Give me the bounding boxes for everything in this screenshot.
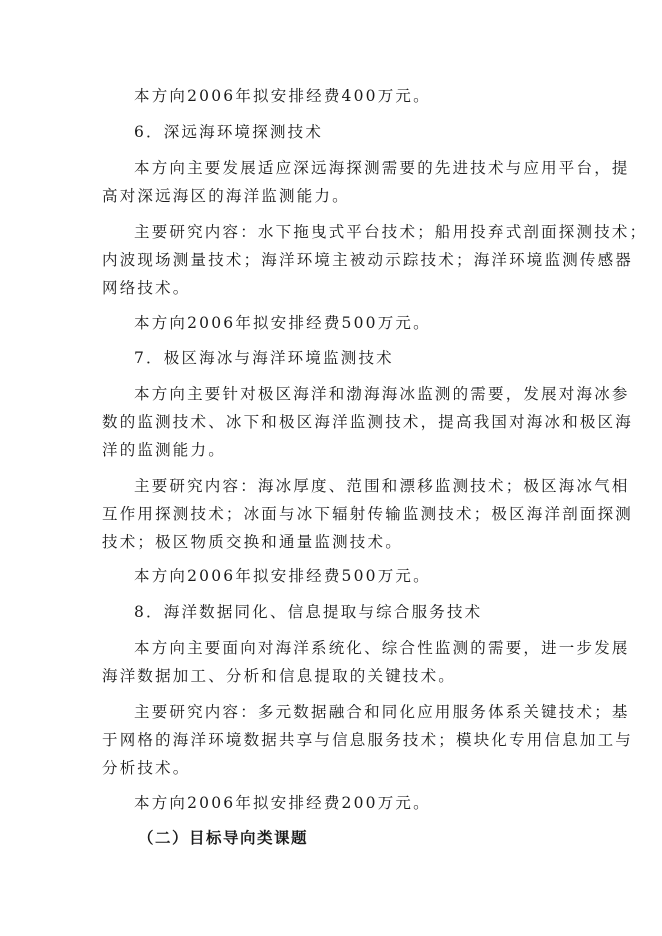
funding-line: 本方向2006年拟安排经费200万元。 [134,794,431,812]
paragraph-line: 互作用探测技术；冰面与冰下辐射传输监测技术；极区海洋剖面探测 [102,505,634,523]
paragraph-line: 本方向主要面向对海洋系统化、综合性监测的需要，进一步发展 [134,639,630,657]
paragraph-line: 内波现场测量技术；海洋环境主被动示踪技术；海洋环境监测传感器 [102,251,634,269]
paragraph-line: 于网格的海洋环境数据共享与信息服务技术；模块化专用信息加工与 [102,731,634,749]
paragraph-line: 洋的监测能力。 [102,441,226,459]
funding-line: 本方向2006年拟安排经费500万元。 [134,314,431,332]
subsection-heading: （二）目标导向类课题 [138,829,309,847]
section-heading-7: 7．极区海冰与海洋环境监测技术 [134,349,394,367]
paragraph-line: 数的监测技术、冰下和极区海洋监测技术，提高我国对海冰和极区海 [102,413,634,431]
paragraph-line: 分析技术。 [102,759,191,777]
paragraph-line: 主要研究内容：水下拖曳式平台技术；船用投弃式剖面探测技术； [134,223,648,241]
paragraph-line: 技术；极区物质交换和通量监测技术。 [102,533,403,551]
paragraph-line: 本方向主要发展适应深远海探测需要的先进技术与应用平台，提 [134,159,630,177]
paragraph-line: 海洋数据加工、分析和信息提取的关键技术。 [102,667,457,685]
paragraph-line: 主要研究内容：多元数据融合和同化应用服务体系关键技术；基 [134,703,630,721]
paragraph-line: 本方向主要针对极区海洋和渤海海冰监测的需要，发展对海冰参 [134,385,630,403]
section-heading-6: 6．深远海环境探测技术 [134,123,324,141]
section-heading-8: 8．海洋数据同化、信息提取与综合服务技术 [134,603,483,621]
funding-line: 本方向2006年拟安排经费400万元。 [134,87,431,105]
paragraph-line: 网络技术。 [102,279,191,297]
funding-line: 本方向2006年拟安排经费500万元。 [134,567,431,585]
paragraph-line: 主要研究内容：海冰厚度、范围和漂移监测技术；极区海冰气相 [134,477,630,495]
paragraph-line: 高对深远海区的海洋监测能力。 [102,187,350,205]
